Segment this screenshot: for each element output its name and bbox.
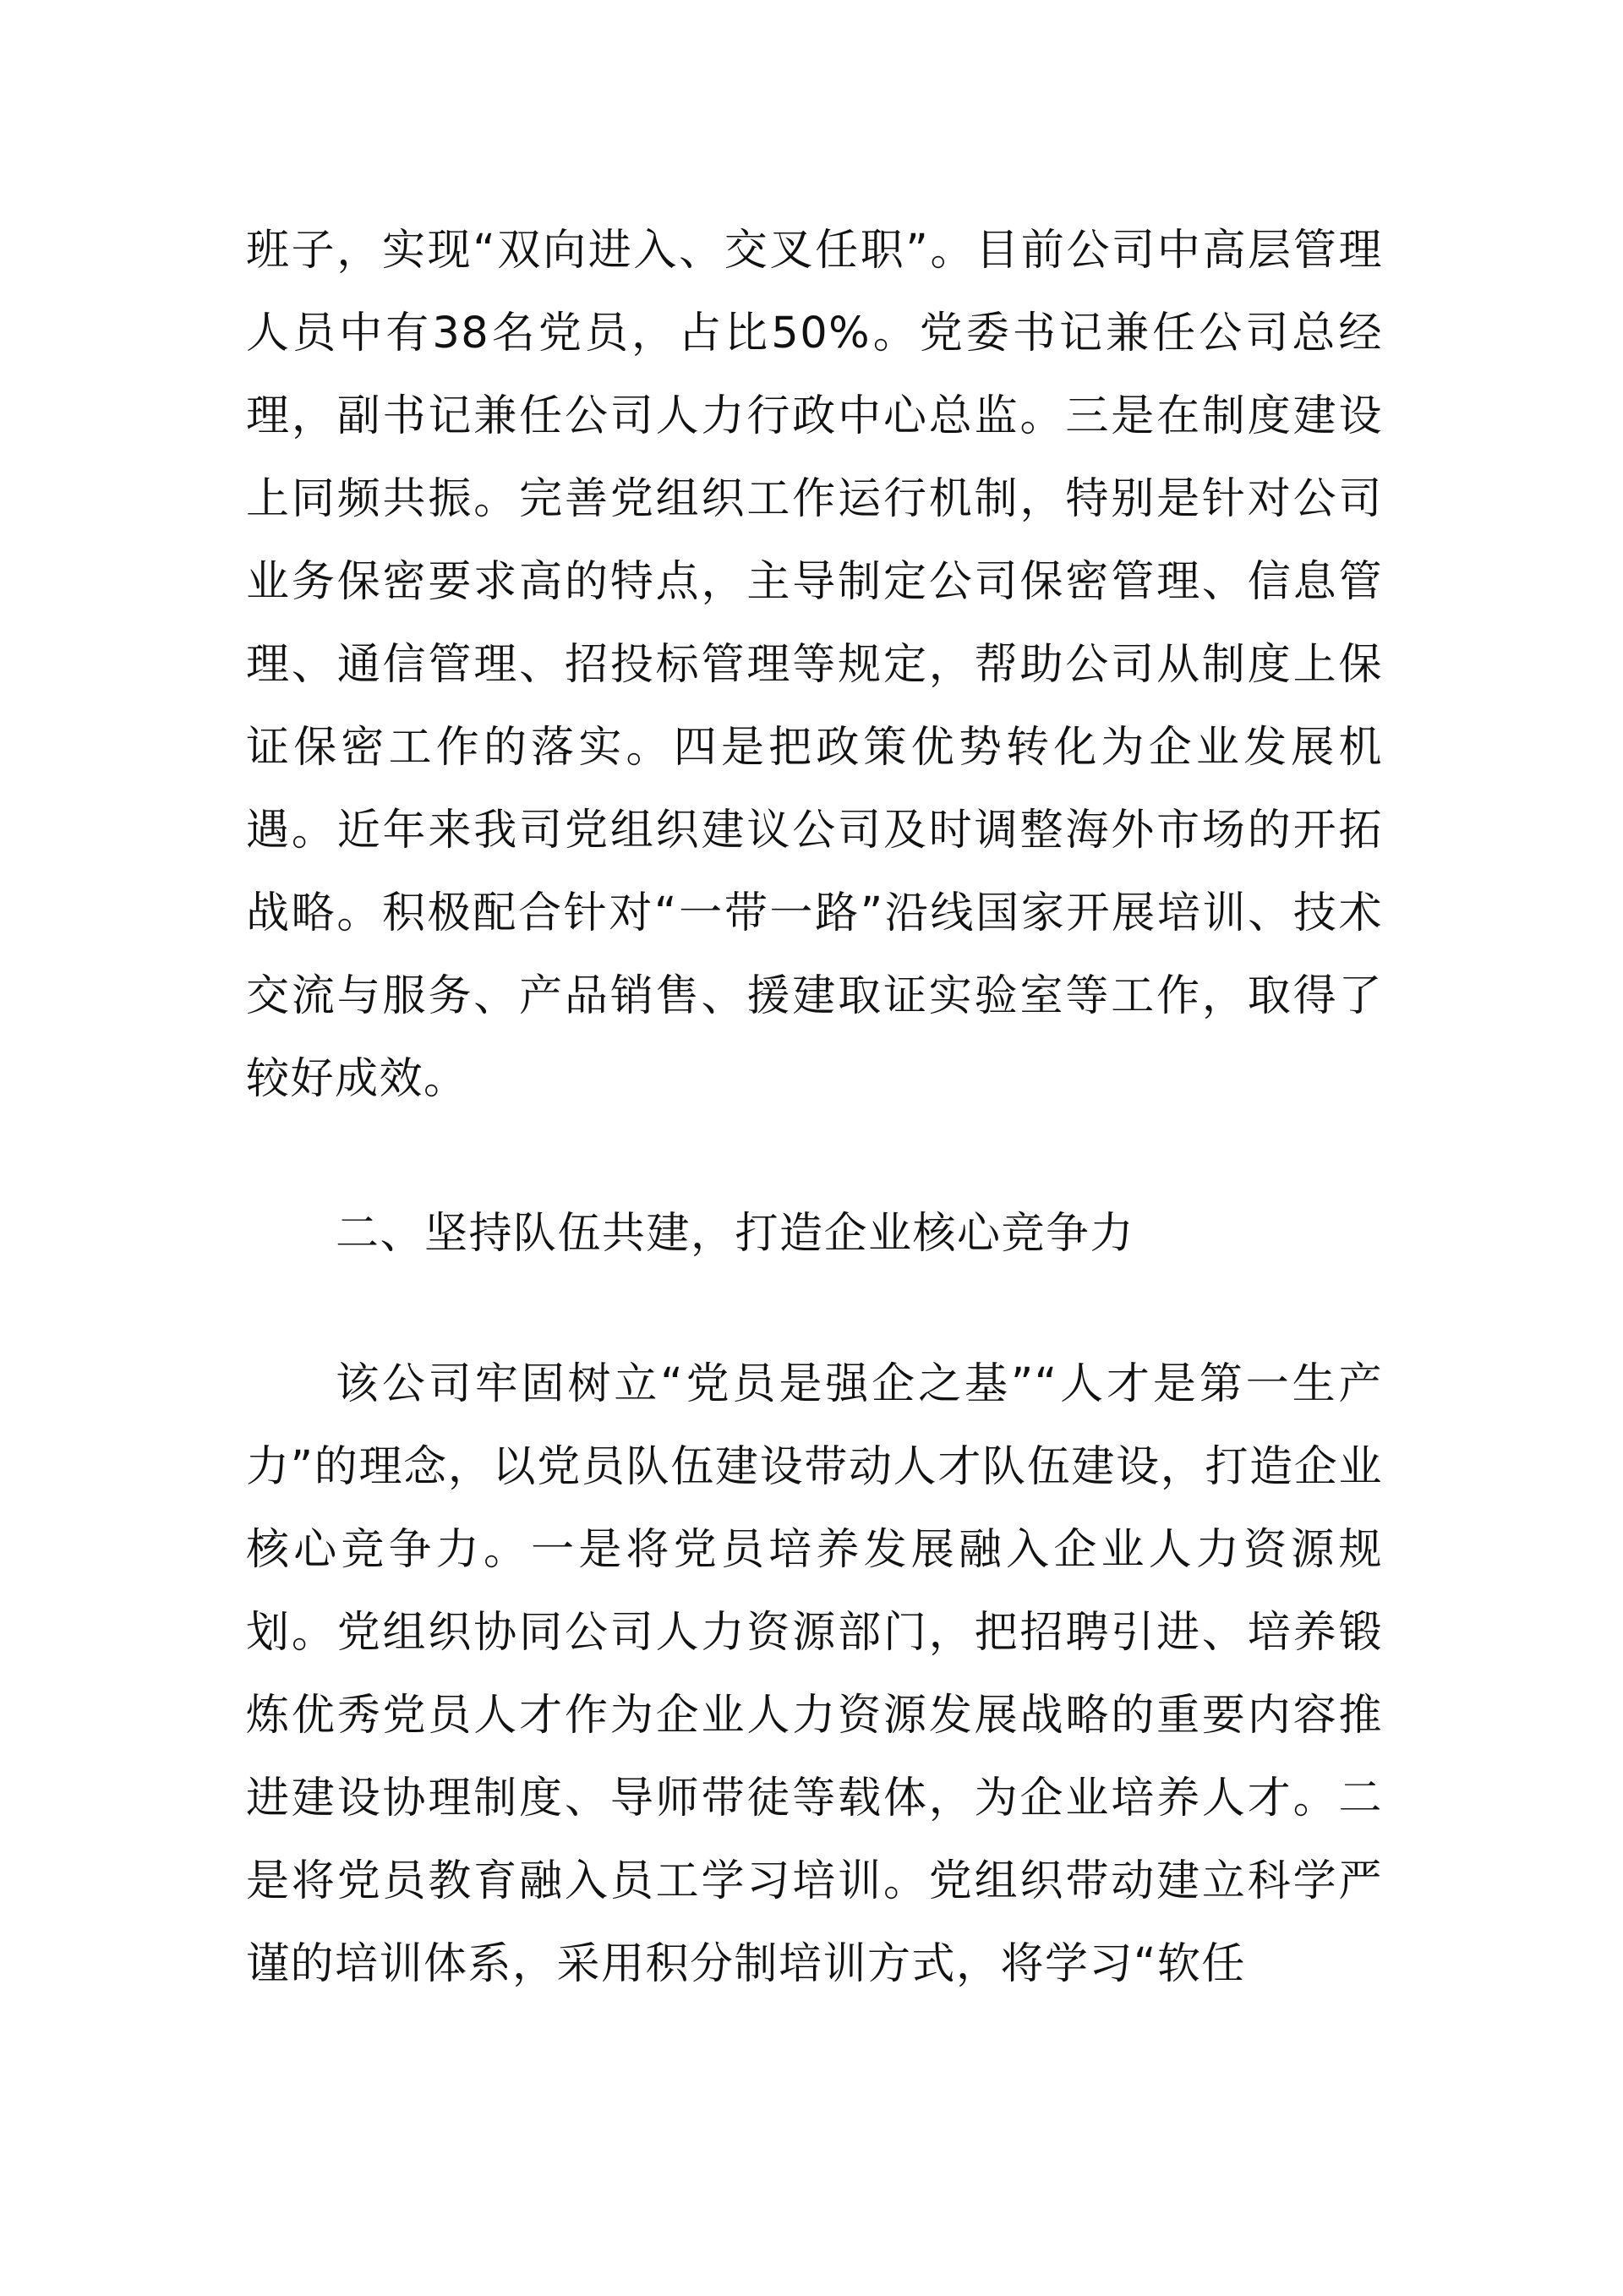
document-body xyxy=(246,210,1383,2006)
section-heading: 二、坚持队伍共建，打造企业核心竞争力 xyxy=(336,1209,1135,1259)
paragraph-continuation: 班子，实现“双向进入、交叉任职”。目前公司中高层管理人员中有38名党员，占比50%。党委书记兼任公司总经理，副书记兼任公司人力行政中心总监。三是在制度建设上同频共振。完善党组织工作运行机制，特别是针对公司业务保密要求高的特点，主导制定公司保密管理、信息管理、通信管理、招投标管理等规定，帮助公司从制度上保证保密工作的落实。四是把政策优势转化为企业发展机遇。近年来我司党组织建议公司及时调整海外市场的开拓战略。积极配合针对“一带一路”沿线国家开展培训、技术交流与服务、产品销售、援建取证实验室等工作，取得了较好成效。 xyxy=(246,226,1383,1104)
section-paragraph: 该公司牢固树立“党员是强企之基”“人才是第一生产力”的理念，以党员队伍建设带动人才队伍建设，打造企业核心竞争力。一是将党员培养发展融入企业人力资源规划。党组织协同公司人力资源部门，把招聘引进、培养锻炼优秀党员人才作为企业人力资源发展战略的重要内容推进建设协理制度、导师带徒等载体，为企业培养人才。二是将党员教育融入员工学习培训。党组织带动建立科学严谨的培训体系，采用积分制培训方式，将学习“软任 xyxy=(246,1359,1383,1989)
